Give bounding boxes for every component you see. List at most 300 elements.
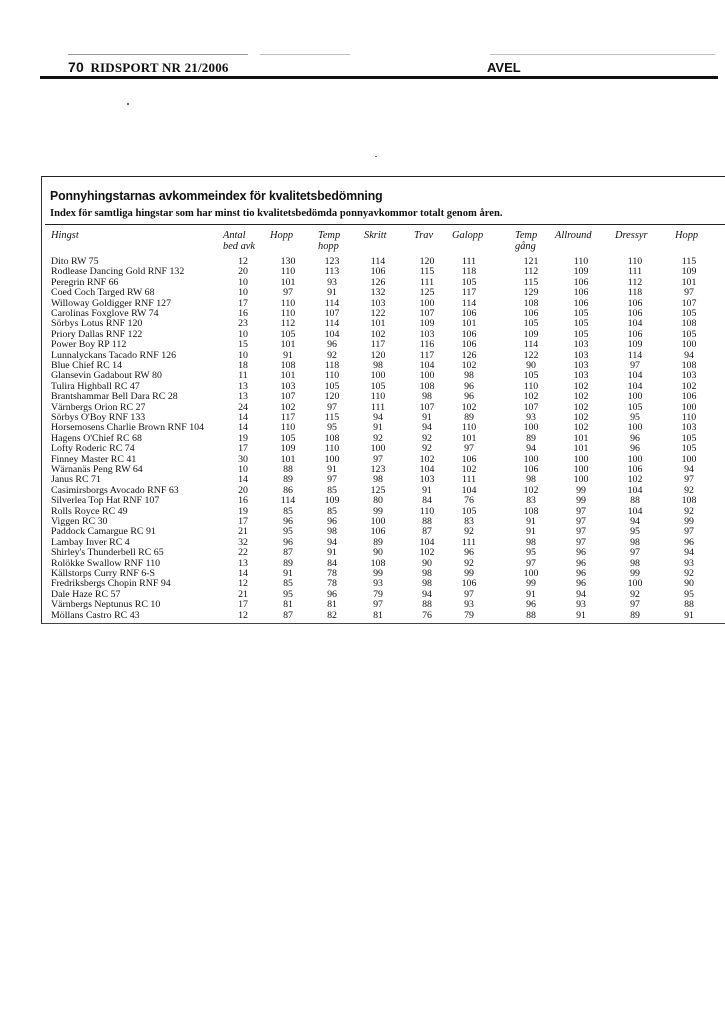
table-cell: 97 <box>630 360 640 371</box>
table-cell: 107 <box>681 297 697 309</box>
table-cell: 19 <box>238 505 248 517</box>
table-cell: 109 <box>419 318 435 330</box>
table-cell: 111 <box>461 536 477 548</box>
table-cell: 90 <box>526 360 536 371</box>
table-cell: 101 <box>573 443 589 455</box>
column-header <box>414 230 433 241</box>
table-cell: 96 <box>576 557 586 569</box>
table-cell: 97 <box>576 526 586 538</box>
table-cell: 87 <box>283 547 293 559</box>
stallion-name: Glansevin Gadabout RW 80 <box>51 370 162 382</box>
table-cell: 105 <box>627 401 643 413</box>
table-cell: 93 <box>327 276 337 288</box>
table-cell: 93 <box>373 578 383 590</box>
table-cell: 82 <box>327 609 337 621</box>
table-cell: 96 <box>327 516 337 527</box>
table-cell: 30 <box>238 453 248 465</box>
table-cell: 100 <box>523 453 539 465</box>
table-cell: 92 <box>327 349 337 361</box>
table-cell: 85 <box>283 505 293 517</box>
table-cell: 102 <box>573 380 589 392</box>
table-cell: 114 <box>280 495 296 507</box>
table-cell: 92 <box>464 526 474 538</box>
table-cell: 118 <box>627 287 643 299</box>
table-cell: 14 <box>238 568 248 579</box>
table-cell: 106 <box>523 308 539 319</box>
table-cell: 78 <box>327 578 337 590</box>
table-cell: 24 <box>238 401 248 413</box>
table-cell: 101 <box>461 432 477 444</box>
table-cell: 102 <box>627 474 643 486</box>
table-cell: 102 <box>461 464 477 475</box>
table-cell: 91 <box>327 287 337 299</box>
table-cell: 87 <box>283 609 293 621</box>
table-cell: 100 <box>324 453 340 465</box>
table-cell: 101 <box>280 339 296 351</box>
table-cell: 110 <box>324 370 340 382</box>
table-cell: 108 <box>370 557 386 569</box>
table-cell: 12 <box>238 256 248 267</box>
table-cell: 100 <box>370 443 386 455</box>
column-header-line: Hopp <box>675 230 699 241</box>
table-cell: 100 <box>681 339 697 351</box>
table-row <box>0 506 725 517</box>
stallion-name: Källstorps Curry RNF 6-S <box>51 568 155 579</box>
table-cell: 106 <box>461 339 477 351</box>
table-cell: 126 <box>461 349 477 361</box>
table-row <box>0 308 725 319</box>
table-cell: 101 <box>573 432 589 444</box>
table-cell: 110 <box>280 422 296 434</box>
table-cell: 130 <box>280 256 296 267</box>
table-cell: 89 <box>283 557 293 569</box>
table-cell: 105 <box>324 380 340 392</box>
table-cell: 109 <box>523 328 539 340</box>
table-cell: 13 <box>238 391 248 403</box>
table-cell: 96 <box>526 599 536 611</box>
section-label: AVEL <box>487 60 521 75</box>
table-cell: 96 <box>283 516 293 527</box>
table-cell: 87 <box>422 526 432 538</box>
table-cell: 13 <box>238 380 248 392</box>
table-cell: 100 <box>681 401 697 413</box>
table-cell: 89 <box>464 412 474 423</box>
table-cell: 97 <box>464 588 474 600</box>
table-cell: 109 <box>573 266 589 278</box>
table-cell: 94 <box>526 443 536 455</box>
stallion-name: Tulira Highball RC 47 <box>51 380 140 392</box>
table-cell: 90 <box>422 557 432 569</box>
column-header-line: Temp <box>318 230 341 241</box>
table-cell: 104 <box>324 328 340 340</box>
table-cell: 89 <box>526 432 536 444</box>
table-cell: 115 <box>681 256 697 267</box>
table-cell: 92 <box>422 432 432 444</box>
table-cell: 110 <box>280 266 296 278</box>
table-cell: 100 <box>523 568 539 579</box>
table-cell: 101 <box>280 453 296 465</box>
table-cell: 96 <box>630 432 640 444</box>
print-speck <box>127 103 129 105</box>
table-cell: 106 <box>573 297 589 309</box>
table-row <box>0 474 725 485</box>
table-cell: 99 <box>630 568 640 579</box>
table-row <box>0 547 725 558</box>
table-row <box>0 578 725 589</box>
table-cell: 110 <box>370 391 386 403</box>
table-row <box>0 433 725 444</box>
table-cell: 110 <box>280 297 296 309</box>
stallion-name: Carolinas Foxglove RW 74 <box>51 308 159 319</box>
table-cell: 91 <box>684 609 694 621</box>
table-cell: 115 <box>523 276 539 288</box>
table-row <box>0 402 725 413</box>
table-cell: 91 <box>526 516 536 527</box>
table-cell: 91 <box>373 422 383 434</box>
table-cell: 94 <box>373 412 383 423</box>
stallion-name: Viggen RC 30 <box>51 516 108 527</box>
table-cell: 114 <box>627 349 643 361</box>
table-cell: 129 <box>523 287 539 299</box>
table-cell: 105 <box>681 443 697 455</box>
table-row <box>0 610 725 621</box>
table-cell: 88 <box>422 599 432 611</box>
column-header-line: Skritt <box>364 230 387 241</box>
header-rule <box>40 76 718 79</box>
table-cell: 95 <box>283 526 293 538</box>
table-cell: 14 <box>238 474 248 486</box>
table-cell: 85 <box>327 505 337 517</box>
table-cell: 92 <box>464 557 474 569</box>
table-cell: 22 <box>238 547 248 559</box>
table-cell: 112 <box>523 266 539 278</box>
table-cell: 104 <box>419 536 435 548</box>
stallion-name: Fredriksbergs Chopin RNF 94 <box>51 578 171 590</box>
table-cell: 88 <box>684 599 694 611</box>
table-row <box>0 277 725 288</box>
table-cell: 96 <box>464 391 474 403</box>
table-cell: 96 <box>464 380 474 392</box>
table-row <box>0 287 725 298</box>
table-cell: 16 <box>238 495 248 507</box>
table-row <box>0 391 725 402</box>
table-cell: 113 <box>324 266 340 278</box>
table-cell: 100 <box>370 370 386 382</box>
table-cell: 103 <box>419 328 435 340</box>
table-cell: 118 <box>461 266 477 278</box>
table-cell: 101 <box>280 370 296 382</box>
table-cell: 94 <box>422 422 432 434</box>
table-cell: 110 <box>681 412 697 423</box>
table-cell: 106 <box>627 297 643 309</box>
table-cell: 102 <box>461 360 477 371</box>
print-speck <box>375 156 377 157</box>
table-cell: 106 <box>627 328 643 340</box>
column-header <box>223 230 255 252</box>
table-cell: 107 <box>419 308 435 319</box>
table-cell: 100 <box>573 453 589 465</box>
table-cell: 92 <box>422 443 432 455</box>
table-cell: 98 <box>373 360 383 371</box>
table-cell: 106 <box>370 266 386 278</box>
table-cell: 17 <box>238 599 248 611</box>
table-cell: 98 <box>422 568 432 579</box>
table-cell: 98 <box>630 536 640 548</box>
table-cell: 97 <box>327 401 337 413</box>
table-cell: 20 <box>238 484 248 496</box>
table-cell: 14 <box>238 422 248 434</box>
table-cell: 106 <box>573 287 589 299</box>
table-cell: 100 <box>627 578 643 590</box>
table-row <box>0 485 725 496</box>
table-cell: 102 <box>523 391 539 403</box>
table-cell: 13 <box>238 557 248 569</box>
stallion-name: Sörbys Lotus RNF 120 <box>51 318 143 330</box>
table-cell: 102 <box>419 547 435 559</box>
table-row <box>0 495 725 506</box>
table-cell: 106 <box>461 308 477 319</box>
table-cell: 97 <box>684 287 694 299</box>
column-header-line: Antal <box>223 230 246 241</box>
table-cell: 100 <box>419 297 435 309</box>
table-cell: 105 <box>573 318 589 330</box>
table-cell: 100 <box>627 453 643 465</box>
table-cell: 94 <box>684 464 694 475</box>
table-cell: 116 <box>419 339 435 351</box>
table-cell: 120 <box>370 349 386 361</box>
table-cell: 12 <box>238 609 248 621</box>
table-row <box>0 516 725 527</box>
table-cell: 100 <box>573 474 589 486</box>
stallion-name: Shirley's Thunderbell RC 65 <box>51 547 164 559</box>
publication-name: RIDSPORT NR 21/2006 <box>90 60 229 75</box>
table-cell: 96 <box>327 339 337 351</box>
table-cell: 81 <box>283 599 293 611</box>
table-cell: 92 <box>684 568 694 579</box>
table-cell: 122 <box>523 349 539 361</box>
table-cell: 96 <box>576 568 586 579</box>
table-cell: 125 <box>419 287 435 299</box>
table-cell: 110 <box>627 256 643 267</box>
table-cell: 104 <box>627 484 643 496</box>
column-header-line: Hingst <box>51 230 79 241</box>
table-cell: 105 <box>523 318 539 330</box>
column-header <box>515 230 537 252</box>
column-header-line: Temp <box>515 230 538 241</box>
column-header-line: gång <box>515 241 536 252</box>
table-cell: 98 <box>630 557 640 569</box>
table-cell: 92 <box>684 484 694 496</box>
table-cell: 94 <box>684 349 694 361</box>
table-cell: 11 <box>238 370 248 382</box>
table-cell: 111 <box>370 401 386 413</box>
table-cell: 89 <box>630 609 640 621</box>
table-cell: 108 <box>681 360 697 371</box>
table-cell: 107 <box>419 401 435 413</box>
table-cell: 110 <box>573 256 589 267</box>
table-cell: 105 <box>523 370 539 382</box>
table-cell: 121 <box>523 256 539 267</box>
table-cell: 15 <box>238 339 248 351</box>
table-cell: 106 <box>573 276 589 288</box>
table-cell: 97 <box>464 443 474 455</box>
table-row <box>0 412 725 423</box>
table-cell: 95 <box>630 526 640 538</box>
table-cell: 16 <box>238 308 248 319</box>
table-cell: 103 <box>573 360 589 371</box>
stallion-name: Lofty Roderic RC 74 <box>51 443 135 455</box>
table-cell: 76 <box>422 609 432 621</box>
table-cell: 102 <box>461 401 477 413</box>
table-cell: 108 <box>324 432 340 444</box>
header-top-line <box>68 54 248 55</box>
table-cell: 115 <box>419 266 435 278</box>
table-cell: 10 <box>238 287 248 299</box>
table-cell: 99 <box>576 484 586 496</box>
table-cell: 98 <box>327 526 337 538</box>
table-cell: 108 <box>681 495 697 507</box>
table-cell: 99 <box>576 495 586 507</box>
table-row <box>0 526 725 537</box>
table-row <box>0 422 725 433</box>
table-cell: 79 <box>373 588 383 600</box>
table-cell: 100 <box>573 464 589 475</box>
table-cell: 86 <box>283 484 293 496</box>
stallion-name: Värnbergs Neptunus RC 10 <box>51 599 161 611</box>
stallion-name: Paddock Camargue RC 91 <box>51 526 156 538</box>
table-cell: 101 <box>461 318 477 330</box>
stallion-name: Casimirsborgs Avocado RNF 63 <box>51 484 179 496</box>
table-cell: 97 <box>630 547 640 559</box>
table-cell: 83 <box>464 516 474 527</box>
table-cell: 91 <box>327 464 337 475</box>
table-cell: 104 <box>461 484 477 496</box>
table-cell: 117 <box>280 412 296 423</box>
table-cell: 103 <box>681 422 697 434</box>
table-cell: 20 <box>238 266 248 278</box>
table-cell: 102 <box>573 401 589 413</box>
table-cell: 98 <box>526 536 536 548</box>
table-cell: 94 <box>327 536 337 548</box>
stallion-name: Finney Master RC 41 <box>51 453 137 465</box>
column-header <box>270 230 293 241</box>
table-cell: 80 <box>373 495 383 507</box>
table-cell: 103 <box>280 380 296 392</box>
table-row <box>0 558 725 569</box>
table-cell: 97 <box>630 599 640 611</box>
table-cell: 96 <box>576 547 586 559</box>
table-cell: 100 <box>627 391 643 403</box>
stallion-name: Brantshammar Bell Dara RC 28 <box>51 391 178 403</box>
stallion-name: Peregrin RNF 66 <box>51 276 119 288</box>
table-cell: 14 <box>238 412 248 423</box>
table-cell: 104 <box>627 318 643 330</box>
table-cell: 104 <box>419 464 435 475</box>
table-cell: 114 <box>523 339 539 351</box>
table-cell: 103 <box>573 370 589 382</box>
table-cell: 81 <box>327 599 337 611</box>
table-cell: 95 <box>327 422 337 434</box>
table-cell: 106 <box>627 308 643 319</box>
table-cell: 105 <box>461 276 477 288</box>
table-cell: 100 <box>370 516 386 527</box>
stallion-name: Willoway Goldigger RNF 127 <box>51 297 172 309</box>
stallion-name: Lambay Inver RC 4 <box>51 536 130 548</box>
stallion-name: Dito RW 75 <box>51 256 99 267</box>
stallion-name: Priory Dallas RNF 122 <box>51 328 143 340</box>
table-cell: 96 <box>327 588 337 600</box>
table-cell: 104 <box>627 505 643 517</box>
table-cell: 97 <box>684 474 694 486</box>
article-title: Ponnyhingstarnas avkommeindex för kvalitetsbedömning <box>50 188 383 203</box>
table-cell: 92 <box>684 505 694 517</box>
table-cell: 105 <box>461 505 477 517</box>
table-cell: 104 <box>627 370 643 382</box>
table-cell: 97 <box>576 516 586 527</box>
table-cell: 17 <box>238 443 248 455</box>
table-cell: 110 <box>280 308 296 319</box>
stallion-name: Rolökke Swallow RNF 110 <box>51 557 161 569</box>
table-cell: 98 <box>422 391 432 403</box>
table-cell: 97 <box>526 557 536 569</box>
table-row <box>0 454 725 465</box>
table-cell: 79 <box>464 609 474 621</box>
table-row <box>0 537 725 548</box>
table-row <box>0 599 725 610</box>
table-cell: 95 <box>283 588 293 600</box>
table-cell: 101 <box>681 276 697 288</box>
table-cell: 88 <box>526 609 536 621</box>
table-cell: 108 <box>523 297 539 309</box>
table-cell: 106 <box>523 464 539 475</box>
table-cell: 96 <box>576 578 586 590</box>
stallion-name: Silverlea Top Hat RNF 107 <box>51 495 160 507</box>
header-top-line <box>260 54 350 55</box>
table-cell: 17 <box>238 516 248 527</box>
column-header <box>51 230 79 241</box>
table-cell: 125 <box>370 484 386 496</box>
table-cell: 101 <box>370 318 386 330</box>
table-cell: 110 <box>461 422 477 434</box>
table-cell: 12 <box>238 578 248 590</box>
table-cell: 98 <box>526 474 536 486</box>
table-cell: 102 <box>370 328 386 340</box>
table-cell: 111 <box>627 266 643 278</box>
table-cell: 97 <box>327 474 337 486</box>
table-cell: 102 <box>573 412 589 423</box>
header-publication-info <box>68 59 229 76</box>
table-cell: 109 <box>280 443 296 455</box>
column-header <box>318 230 340 252</box>
column-header-line: Dressyr <box>615 230 648 241</box>
table-cell: 105 <box>280 432 296 444</box>
table-cell: 88 <box>283 464 293 475</box>
table-cell: 114 <box>324 318 340 330</box>
table-cell: 103 <box>681 370 697 382</box>
table-cell: 84 <box>422 495 432 507</box>
page-number: 70 <box>68 59 84 75</box>
table-cell: 101 <box>280 276 296 288</box>
stallion-name: Horsemosens Charlie Brown RNF 104 <box>51 422 205 434</box>
table-cell: 114 <box>324 297 340 309</box>
table-cell: 103 <box>573 349 589 361</box>
column-header <box>555 230 592 241</box>
table-cell: 91 <box>327 547 337 559</box>
table-cell: 88 <box>630 495 640 507</box>
header-top-line <box>490 54 715 55</box>
table-cell: 103 <box>370 297 386 309</box>
table-cell: 83 <box>526 495 536 507</box>
